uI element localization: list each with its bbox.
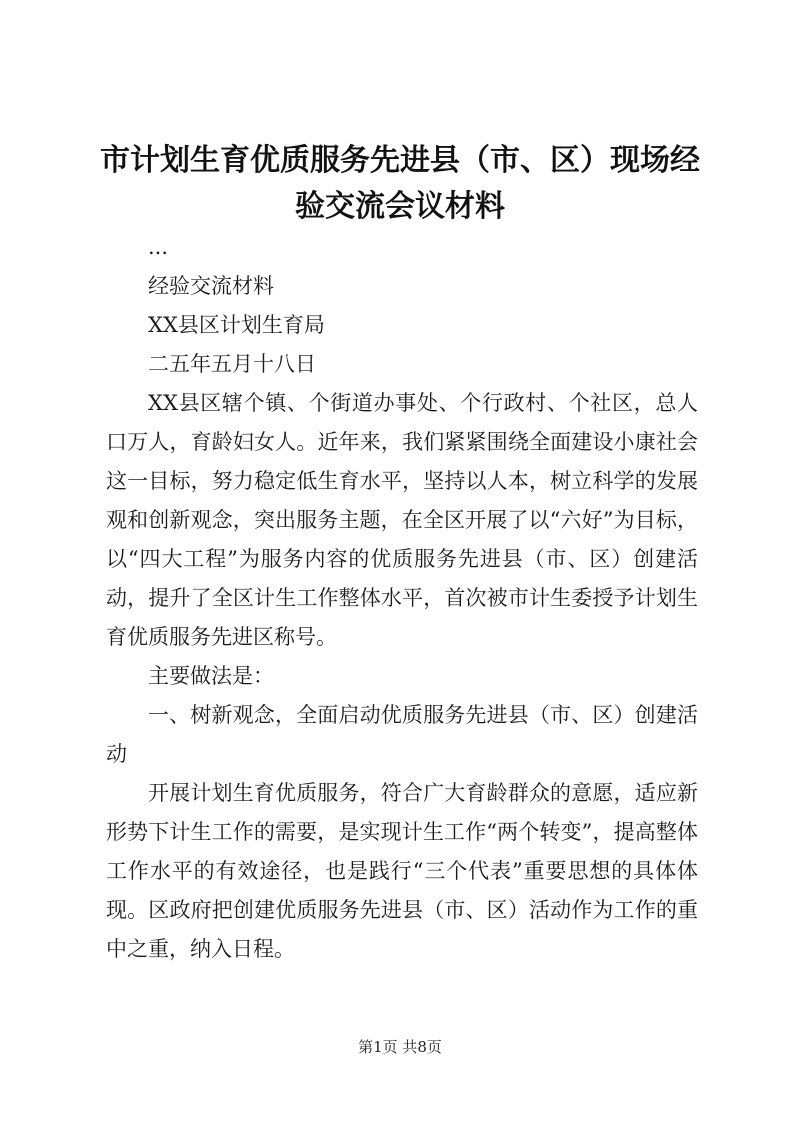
title-line-2: 验交流会议材料 xyxy=(295,189,505,224)
title-line-1: 市计划生育优质服务先进县（市、区）现场经 xyxy=(100,143,700,178)
intro-paragraph: XX县区辖个镇、个街道办事处、个行政村、个社区，总人口万人，育龄妇女人。近年来，我们紧紧围绕全面建设小康社会这一目标，努力稳定低生育水平，坚持以人本，树立科学的发展观和创新观念，突出服务主题，在全区开展了以“六好”为目标，以“四大工程”为服务内容的优质服务先进县（市、区）创建活动，提升了全区计生工作整体水平，首次被市计生委授予计划生育优质服务先进区称号。 xyxy=(106,391,698,649)
ellipsis-paragraph: ... xyxy=(148,235,169,259)
section-one-heading: 一、树新观念，全面启动优质服务先进县（市、区）创建活动 xyxy=(106,703,698,766)
author-paragraph: XX县区计划生育局 xyxy=(148,313,325,337)
document-body xyxy=(106,228,698,969)
main-practices-paragraph: 主要做法是： xyxy=(148,664,274,688)
section-one-paragraph: 开展计划生育优质服务，符合广大育龄群众的意愿，适应新形势下计生工作的需要，是实现计生工作“两个转变”，提高整体工作水平的有效途径，也是践行“三个代表”重要思想的具体体现。区政府把创建优质服务先进县（市、区）活动作为工作的重中之重，纳入日程。 xyxy=(106,781,698,961)
document-title xyxy=(100,138,700,230)
page-footer: 第1页 共8页 xyxy=(358,1038,442,1056)
date-paragraph: 二五年五月十八日 xyxy=(148,352,316,376)
material-type-paragraph: 经验交流材料 xyxy=(148,274,274,298)
